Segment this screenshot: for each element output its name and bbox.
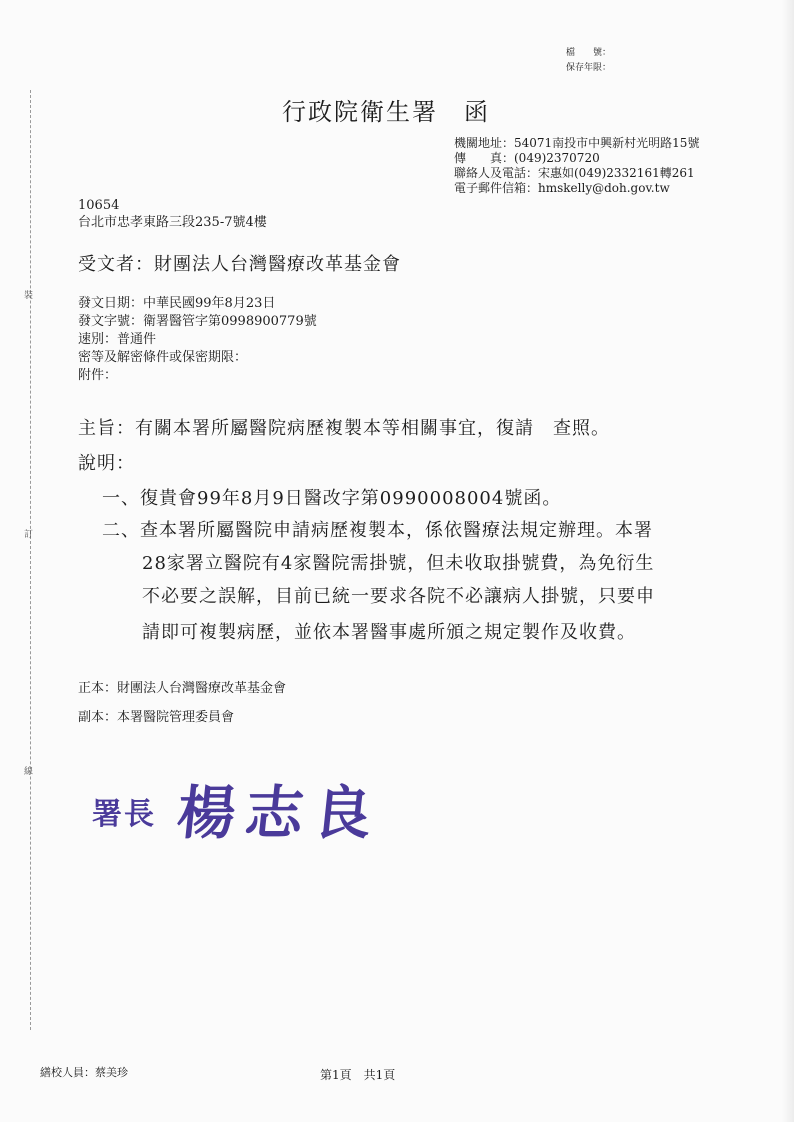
postal-code: 10654 <box>78 198 120 213</box>
document-title: 行政院衛生署 函 <box>282 98 490 126</box>
recipient: 受文者：財團法人台灣醫療改革基金會 <box>78 254 401 275</box>
attachments: 附件： <box>78 368 118 383</box>
distribution-original: 正本：財團法人台灣醫療改革基金會 <box>78 681 287 696</box>
explanation-item-2-line-2: 28家署立醫院有4家醫院需掛號，但未收取掛號費，為免衍生 <box>142 553 655 574</box>
issue-date: 發文日期：中華民國99年8月23日 <box>78 296 276 311</box>
agency-fax: 傳 真：(049)2370720 <box>454 151 600 165</box>
explanation-heading: 說明： <box>78 453 135 474</box>
page-number: 第1頁 共1頁 <box>320 1068 396 1082</box>
signature-title: 署長 <box>92 797 156 832</box>
reference-number: 發文字號：衛署醫管字第0998900779號 <box>78 314 317 329</box>
proofreader: 繕校人員：蔡美珍 <box>40 1066 128 1079</box>
subject: 主旨：有關本署所屬醫院病歷複製本等相關事宜，復請 查照。 <box>78 418 610 439</box>
binding-line <box>30 90 31 1030</box>
scan-edge-shadow <box>782 0 794 1122</box>
explanation-item-2-line-1: 二、查本署所屬醫院申請病歷複製本，係依醫療法規定辦理。本署 <box>102 520 653 541</box>
explanation-item-1: 一、復貴會99年8月9日醫改字第0990008004號函。 <box>102 488 562 509</box>
explanation-item-2-line-3: 不必要之誤解，目前已統一要求各院不必讓病人掛號，只要申 <box>142 586 655 607</box>
street-address: 台北市忠孝東路三段235-7號4樓 <box>78 215 267 230</box>
binding-mark-bottom: 線 <box>24 767 34 777</box>
distribution-copy: 副本：本署醫院管理委員會 <box>78 710 235 725</box>
agency-contact: 聯絡人及電話：宋惠如(049)2332161轉261 <box>454 166 695 180</box>
security-level: 密等及解密條件或保密期限： <box>78 350 248 365</box>
recipient-address <box>78 197 267 231</box>
agency-email: 電子郵件信箱：hmskelly@doh.gov.tw <box>454 181 670 195</box>
archive-info <box>566 46 611 76</box>
signature-name: 楊志良 <box>173 779 386 847</box>
delivery-speed: 速別：普通件 <box>78 332 157 347</box>
document-details <box>78 295 317 385</box>
archive-retention: 保存年限： <box>566 63 612 73</box>
agency-info <box>454 136 699 196</box>
archive-file-no: 檔 號： <box>566 48 612 58</box>
explanation-item-2-line-4: 請即可複製病歷，並依本署醫事處所頒之規定製作及收費。 <box>142 622 636 643</box>
binding-mark-top: 裝 <box>24 291 34 301</box>
agency-address: 機關地址：54071南投市中興新村光明路15號 <box>454 136 700 150</box>
binding-mark-middle: 訂 <box>24 530 34 540</box>
